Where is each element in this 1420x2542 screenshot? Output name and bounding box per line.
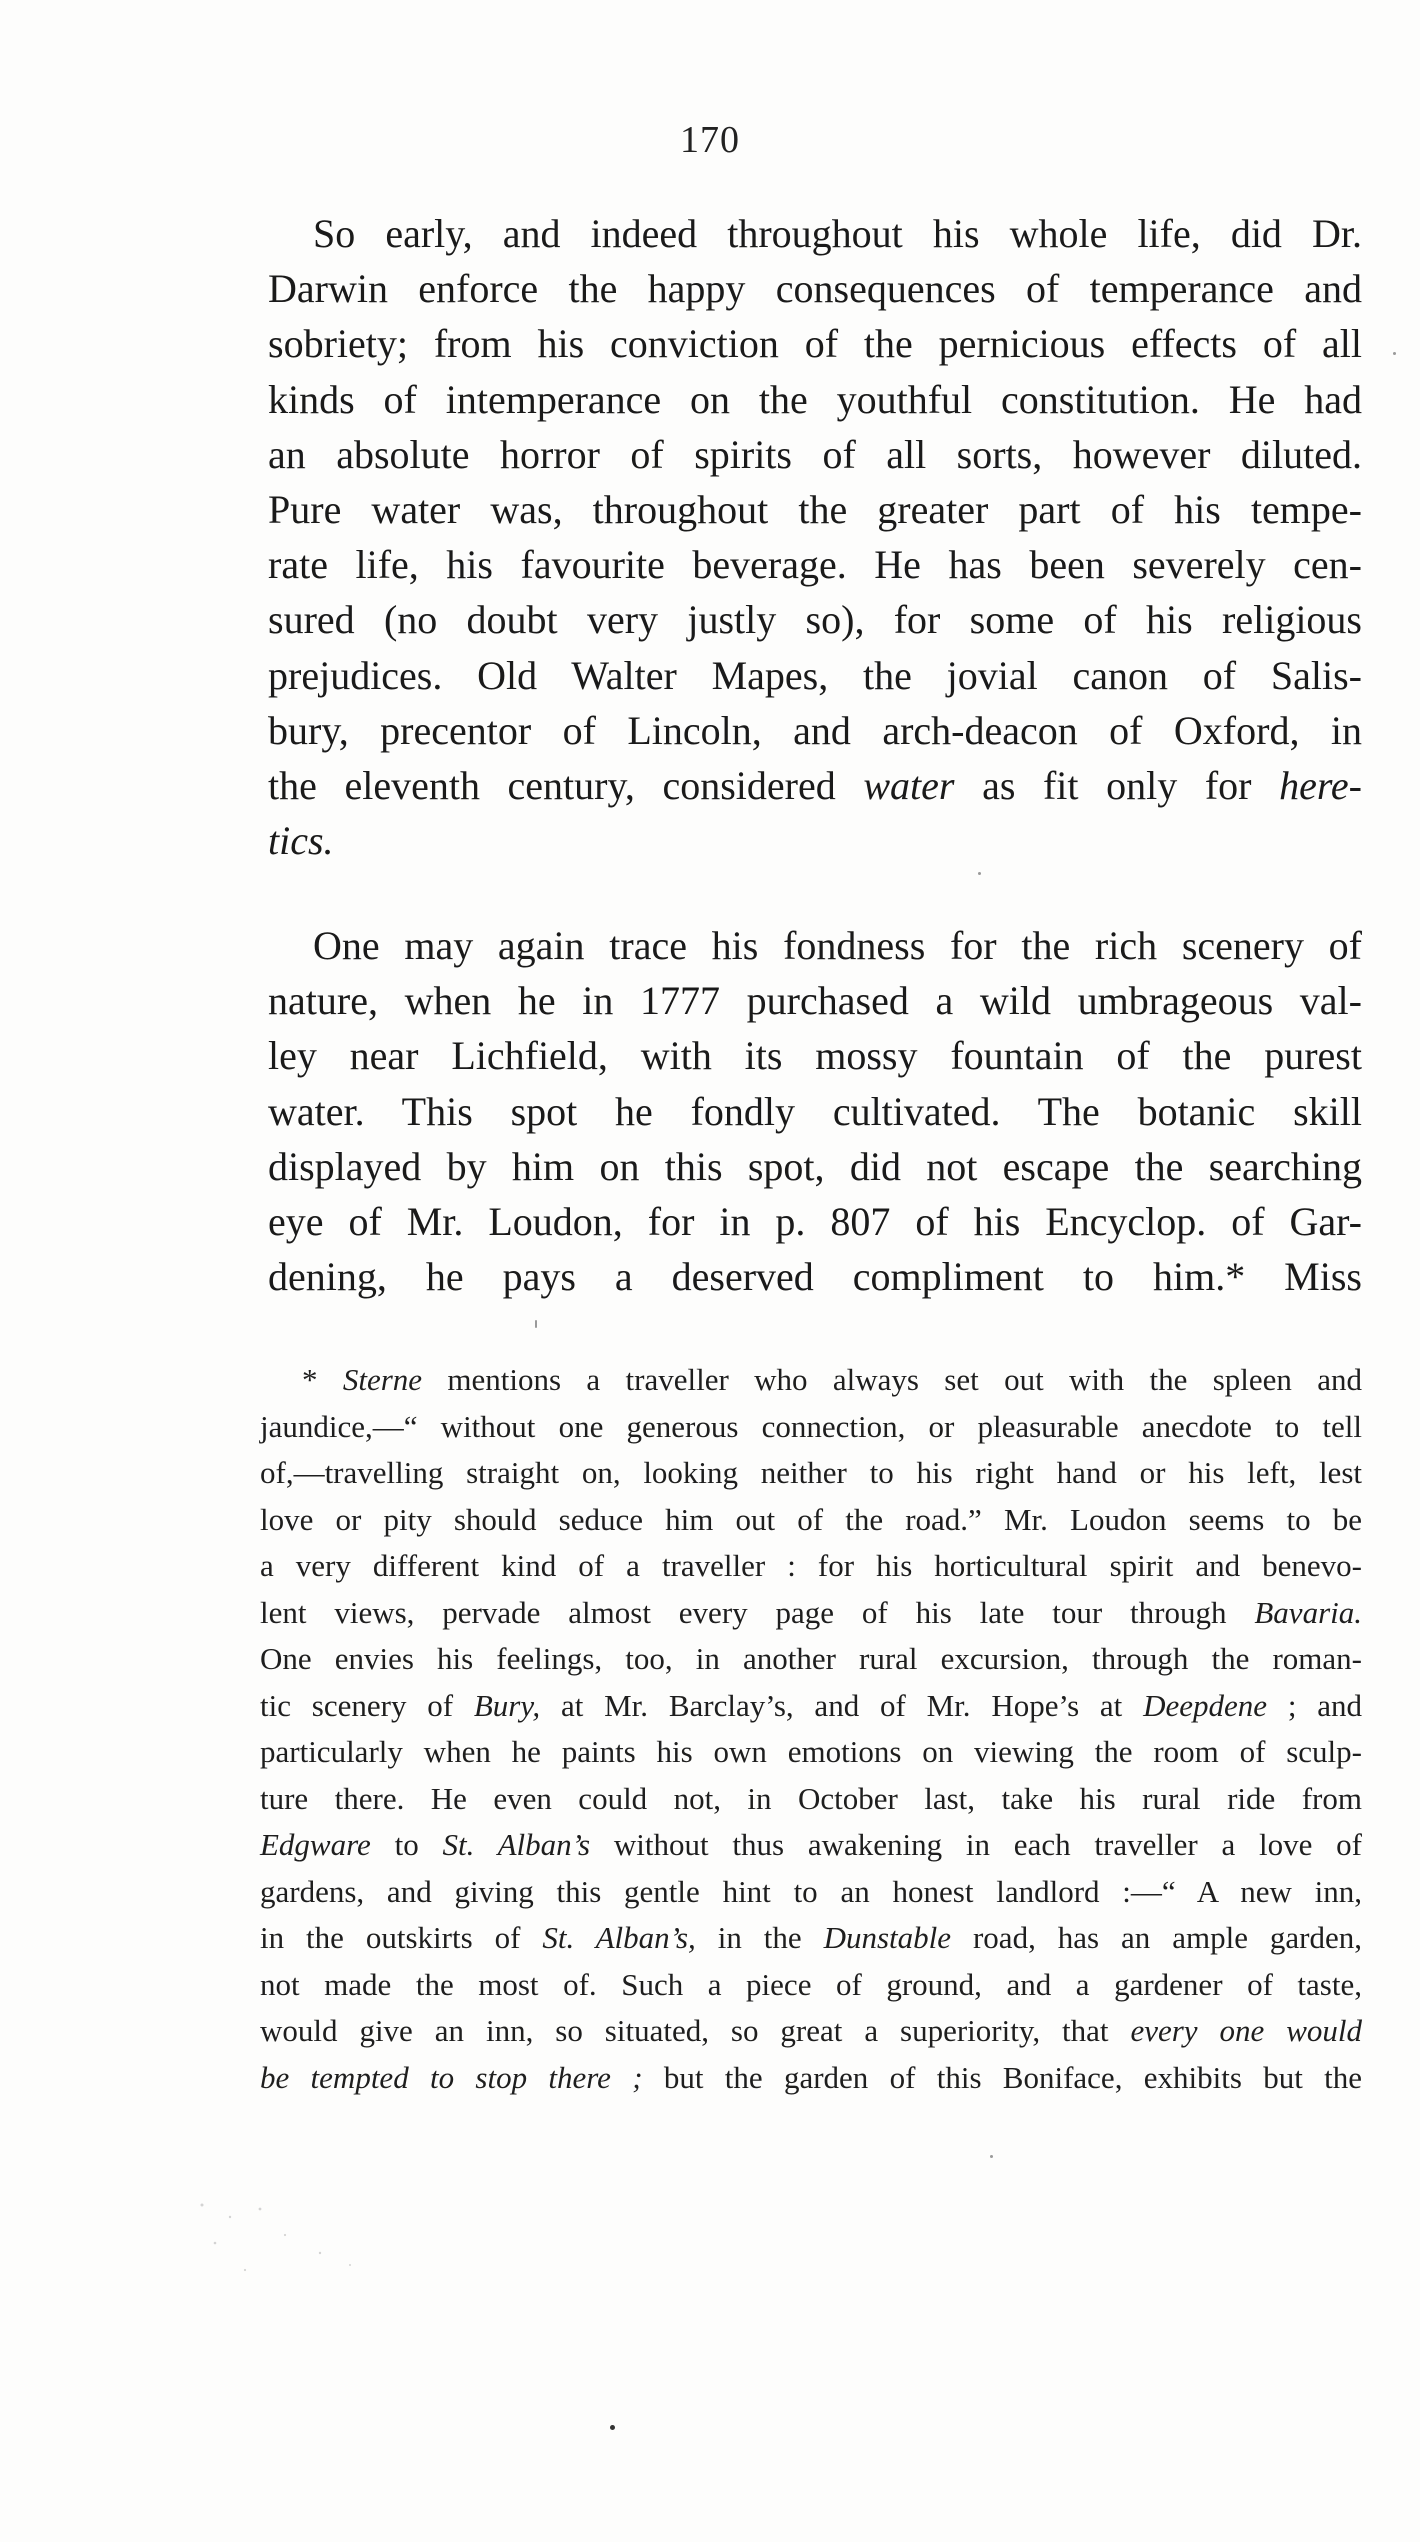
text-fragment: mentions a traveller who always set out with the spleen and	[422, 1362, 1362, 1397]
scan-speck	[978, 872, 981, 875]
footnote-line: not made the most of. Such a piece of ground, and a gardener of taste,	[260, 1966, 1362, 2002]
italic-word: Edgware	[260, 1827, 371, 1862]
text-fragment: lent views, pervade almost every page of his late tour through	[260, 1594, 1255, 1630]
footnote-line	[260, 1683, 1362, 1730]
footnote-line: One envies his feelings, too, in another rural excursion, through the roman-	[260, 1641, 1362, 1676]
scan-speck	[610, 2425, 615, 2430]
text-line: an absolute horror of spirits of all sorts, however diluted.	[268, 431, 1362, 477]
text-line: sured (no doubt very justly so), for some of his religious	[268, 597, 1362, 643]
text-line: One may again trace his fondness for the rich scenery of	[313, 923, 1362, 968]
text-fragment: at Mr. Barclay’s, and of Mr. Hope’s at	[540, 1687, 1144, 1723]
text-line: bury, precentor of Lincoln, and arch-deacon of Oxford, in	[268, 707, 1362, 753]
text-line: dening, he pays a deserved compliment to him.* Miss	[268, 1254, 1362, 1300]
text-line: rate life, his favourite beverage. He has been severely cen-	[268, 542, 1362, 588]
italic-word: Dunstable	[823, 1920, 952, 1955]
italic-word: Sterne	[342, 1362, 423, 1397]
scan-speck	[990, 2155, 993, 2158]
footnote	[260, 1357, 1362, 2101]
text-fragment: in the outskirts of	[260, 1920, 543, 1955]
italic-word: St. Alban’s,	[542, 1920, 696, 1955]
italic-word: Deepdene	[1143, 1687, 1268, 1723]
text-line: displayed by him on this spot, did not escape the searching	[268, 1143, 1362, 1189]
text-fragment: the eleventh century, considered	[268, 762, 864, 808]
text-fragment: in the	[695, 1920, 824, 1955]
text-fragment: would give an inn, so situated, so great a superiority, that	[260, 2013, 1131, 2048]
footnote-line: jaundice,—“ without one generous connection, or pleasurable anecdote to tell	[260, 1408, 1362, 1444]
text-line: So early, and indeed throughout his whole life, did Dr.	[313, 211, 1362, 256]
footnote-line: particularly when he paints his own emotions on viewing the room of sculp-	[260, 1734, 1362, 1769]
footnote-line	[260, 1915, 1362, 1962]
text-line	[268, 813, 1362, 868]
footnote-line: a very different kind of a traveller : for his horticultural spirit and benevo-	[260, 1548, 1362, 1583]
italic-word: here-	[1279, 762, 1362, 808]
text-fragment: tic scenery of	[260, 1687, 474, 1723]
text-line: ley near Lichfield, with its mossy fountain of the purest	[268, 1033, 1362, 1079]
scan-dust	[190, 2195, 430, 2285]
footnote-line	[260, 1822, 1362, 1869]
scan-speck	[1393, 352, 1396, 355]
footnote-line	[260, 2055, 1362, 2102]
text-fragment: to	[370, 1827, 443, 1862]
text-line: Pure water was, throughout the greater part of his tempe-	[268, 486, 1362, 532]
paragraph-lichfield-valley	[268, 918, 1362, 1304]
text-line: sobriety; from his conviction of the pernicious effects of all	[268, 321, 1362, 367]
paragraph-temperance	[268, 206, 1362, 868]
text-line: prejudices. Old Walter Mapes, the jovial canon of Salis-	[268, 652, 1362, 698]
text-fragment: road, has an ample garden,	[951, 1920, 1362, 1955]
page-number: 170	[680, 119, 740, 161]
italic-word: St. Alban’s	[442, 1827, 591, 1862]
italic-word: Bury,	[473, 1687, 541, 1723]
text-line: eye of Mr. Loudon, for in p. 807 of his Encyclop. of Gar-	[268, 1198, 1362, 1244]
footnote-line: ture there. He even could not, in October last, take his rural ride from	[260, 1780, 1362, 1816]
footnote-line	[260, 1590, 1362, 1637]
text-line: water. This spot he fondly cultivated. The botanic skill	[268, 1088, 1362, 1134]
text-line: kinds of intemperance on the youthful constitution. He had	[268, 376, 1362, 422]
footnote-line: love or pity should seduce him out of the road.” Mr. Loudon seems to be	[260, 1501, 1362, 1537]
footnote-line: gardens, and giving this gentle hint to an honest landlord :—“ A new inn,	[260, 1873, 1362, 1909]
footnote-line: of,—travelling straight on, looking neither to his right hand or his left, lest	[260, 1455, 1362, 1490]
text-fragment: as fit only for	[954, 762, 1280, 808]
italic-word: Bavaria.	[1254, 1594, 1362, 1630]
italic-word: be tempted to stop there ;	[260, 2059, 643, 2095]
footnote-line	[260, 2008, 1362, 2055]
italic-word: tics.	[268, 818, 334, 864]
italic-word: water	[863, 762, 955, 808]
footnote-marker: *	[302, 1362, 343, 1397]
text-line	[268, 758, 1362, 813]
text-line: nature, when he in 1777 purchased a wild umbrageous val-	[268, 978, 1362, 1024]
text-fragment: but the garden of this Boniface, exhibits but the	[642, 2059, 1362, 2095]
text-line: Darwin enforce the happy consequences of temperance and	[268, 266, 1362, 312]
italic-word: every one would	[1130, 2013, 1362, 2048]
text-fragment: ; and	[1267, 1687, 1362, 1723]
scan-speck	[535, 1320, 537, 1328]
footnote-line	[260, 1357, 1362, 1404]
text-fragment: without thus awakening in each traveller a love of	[590, 1827, 1362, 1862]
